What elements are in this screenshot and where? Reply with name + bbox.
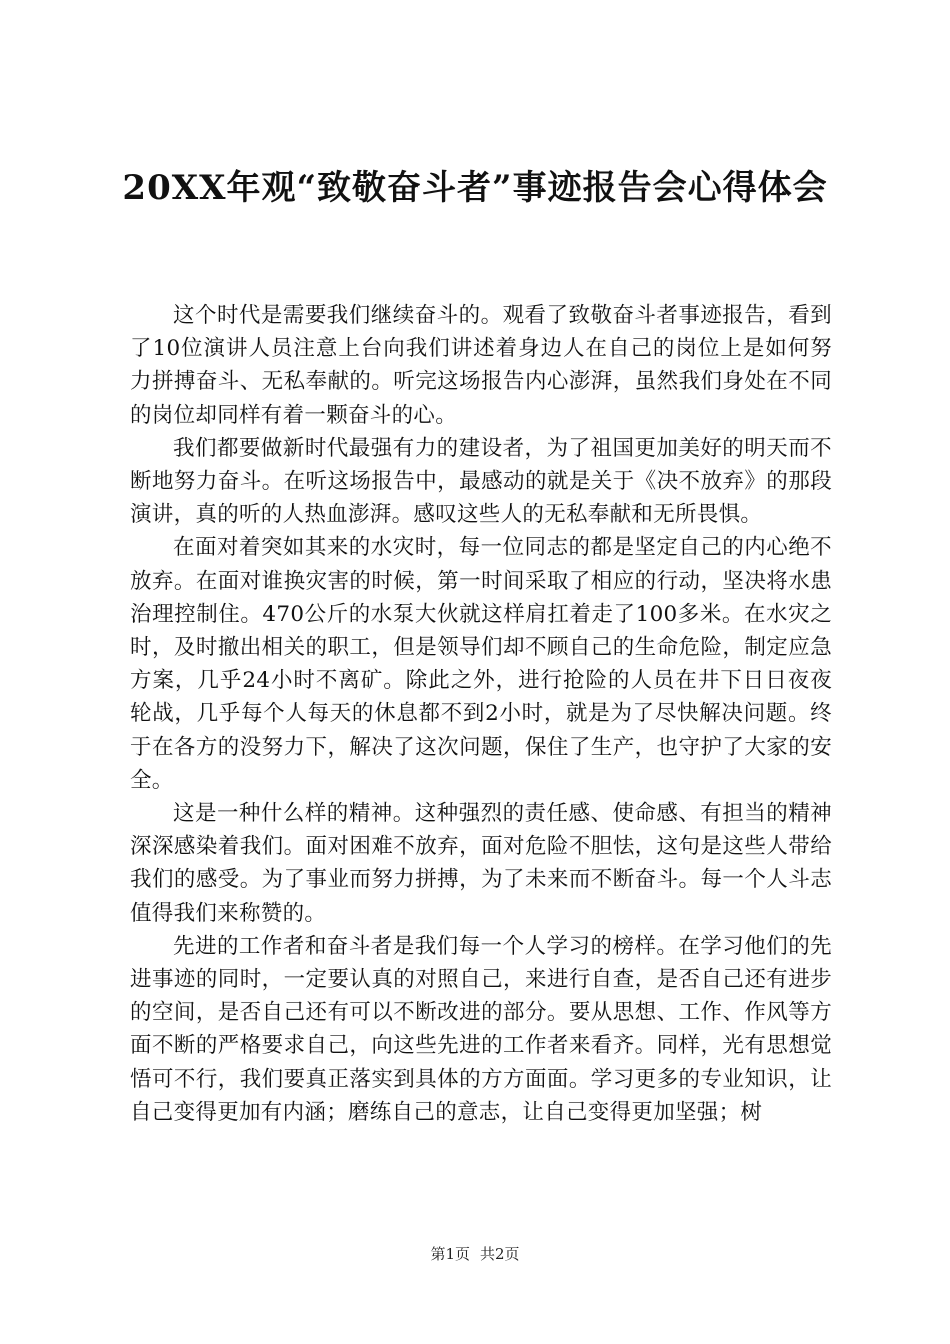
body-paragraph: 这个时代是需要我们继续奋斗的。观看了致敬奋斗者事迹报告，看到了10位演讲人员注意上台向我们讲述着身边人在自己的岗位上是如何努力拼搏奋斗、无私奉献的。听完这场报告内心澎湃，虽然我们身处在不同的岗位却同样有着一颗奋斗的心。 bbox=[130, 303, 832, 428]
document-title: 20XX年观“致敬奋斗者”事迹报告会心得体会 bbox=[122, 168, 828, 208]
page-number-total: 共2页 bbox=[480, 1245, 520, 1263]
body-paragraph: 这是一种什么样的精神。这种强烈的责任感、使命感、有担当的精神深深感染着我们。面对困难不放弃，面对危险不胆怯，这句是这些人带给我们的感受。为了事业而努力拼搏，为了未来而不断奋斗。每一个人斗志值得我们来称赞的。 bbox=[130, 801, 832, 926]
body-paragraph: 我们都要做新时代最强有力的建设者，为了祖国更加美好的明天而不断地努力奋斗。在听这场报告中，最感动的就是关于《决不放弃》的那段演讲，真的听的人热血澎湃。感叹这些人的无私奉献和无所畏惧。 bbox=[130, 435, 832, 528]
page-footer bbox=[0, 1244, 950, 1264]
page-number-current: 第1页 bbox=[430, 1245, 470, 1263]
document-body bbox=[130, 299, 832, 1129]
body-paragraph: 在面对着突如其来的水灾时，每一位同志的都是坚定自己的内心绝不放弃。在面对谁换灾害的时候，第一时间采取了相应的行动，坚决将水患治理控制住。470公斤的水泵大伙就这样肩扛着走了100多米。在水灾之时，及时撤出相关的职工，但是领导们却不顾自己的生命危险，制定应急方案，几乎24小时不离矿。除此之外，进行抢险的人员在井下日日夜夜轮战，几乎每个人每天的休息都不到2小时，就是为了尽快解决问题。终于在各方的没努力下，解决了这次问题，保住了生产，也守护了大家的安全。 bbox=[130, 535, 832, 793]
body-paragraph: 先进的工作者和奋斗者是我们每一个人学习的榜样。在学习他们的先进事迹的同时，一定要认真的对照自己，来进行自查，是否自己还有进步的空间，是否自己还有可以不断改进的部分。要从思想、工作、作风等方面不断的严格要求自己，向这些先进的工作者来看齐。同样，光有思想觉悟可不行，我们要真正落实到具体的方方面面。学习更多的专业知识，让自己变得更加有内涵；磨练自己的意志，让自己变得更加坚强；树 bbox=[130, 933, 832, 1125]
